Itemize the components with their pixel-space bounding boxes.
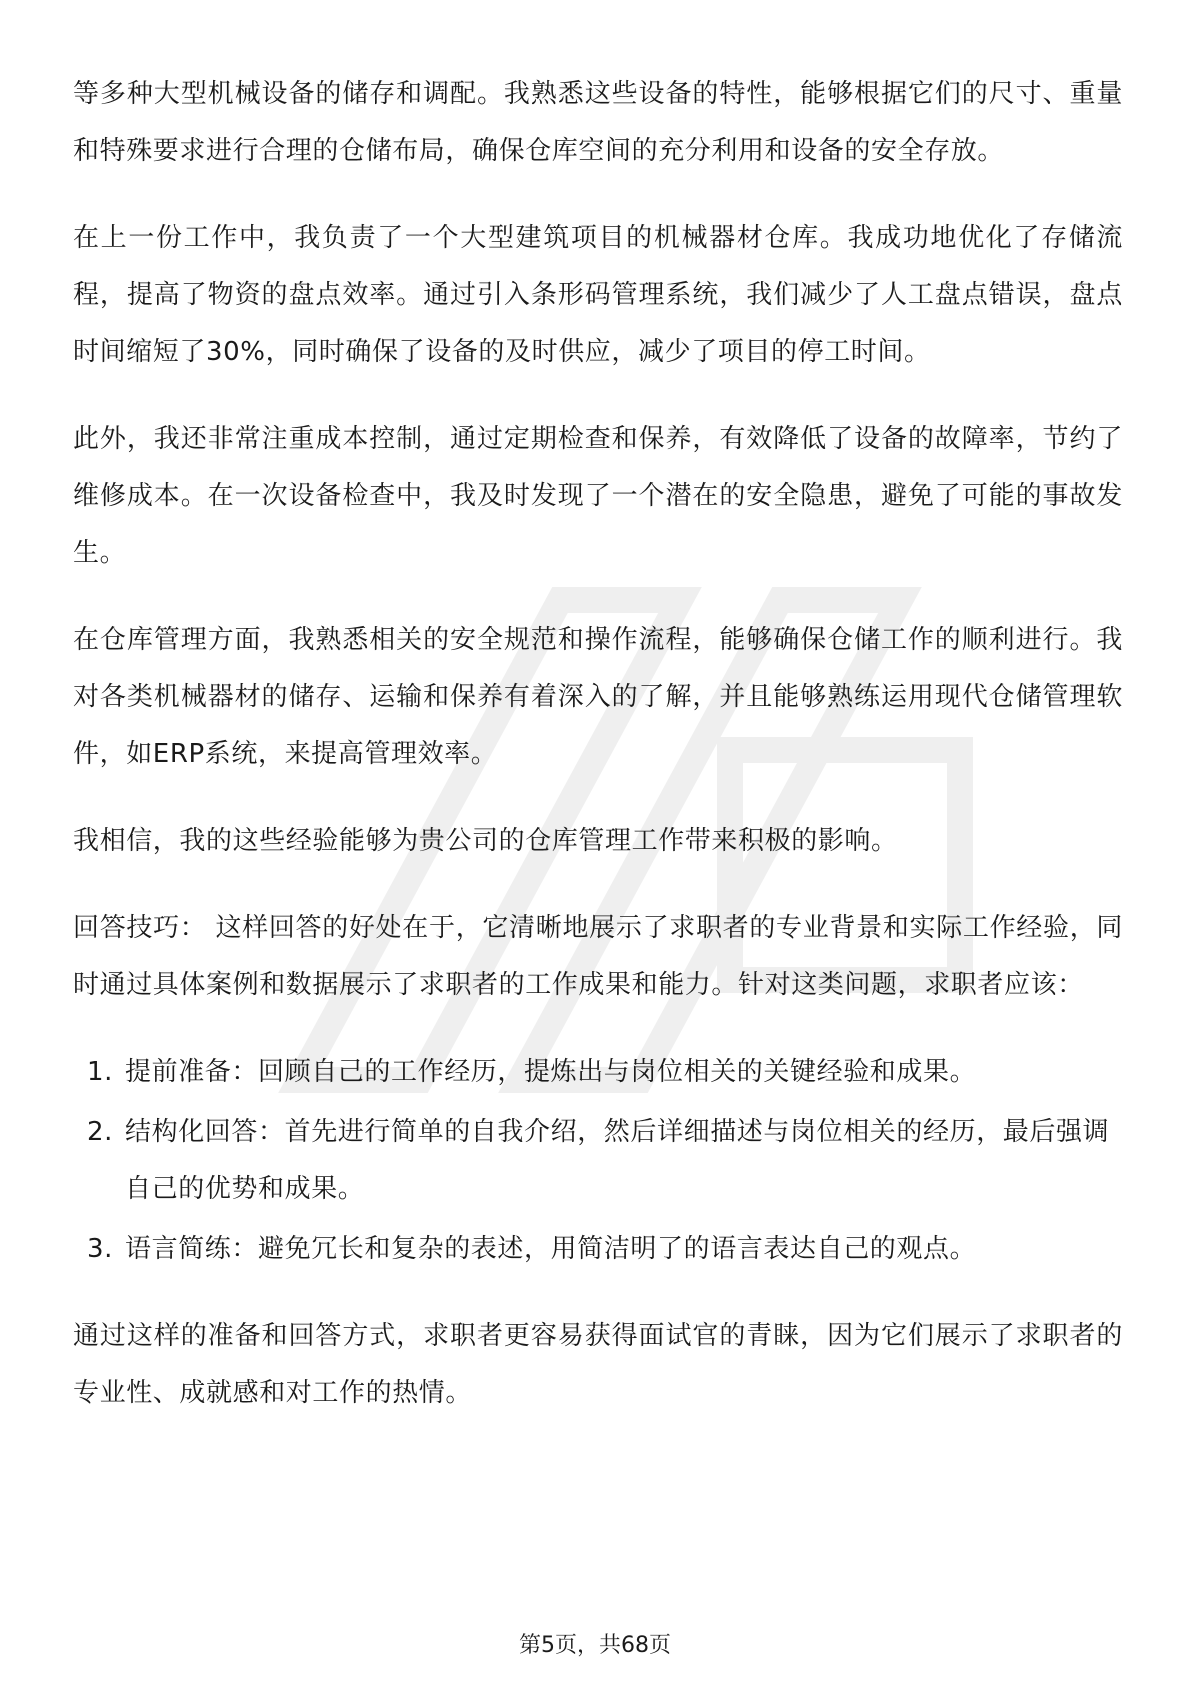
tips-list bbox=[73, 1044, 1123, 1278]
paragraph: 在仓库管理方面，我熟悉相关的安全规范和操作流程，能够确保仓储工作的顺利进行。我对各类机械器材的储存、运输和保养有着深入的了解，并且能够熟练运用现代仓储管理软件，如ERP系统，来提高管理效率。 bbox=[73, 625, 1123, 769]
paragraph: 此外，我还非常注重成本控制，通过定期检查和保养，有效降低了设备的故障率，节约了维修成本。在一次设备检查中，我及时发现了一个潜在的安全隐患，避免了可能的事故发生。 bbox=[73, 424, 1123, 568]
list-item-text: 提前准备：回顾自己的工作经历，提炼出与岗位相关的关键经验和成果。 bbox=[125, 1057, 977, 1087]
list-item bbox=[73, 1104, 1123, 1218]
paragraph: 我相信，我的这些经验能够为贵公司的仓库管理工作带来积极的影响。 bbox=[73, 826, 898, 856]
list-item bbox=[73, 1044, 1123, 1101]
document-body bbox=[73, 66, 1123, 1452]
list-number: 3. bbox=[87, 1234, 114, 1264]
paragraph: 在上一份工作中，我负责了一个大型建筑项目的机械器材仓库。我成功地优化了存储流程，提高了物资的盘点效率。通过引入条形码管理系统，我们减少了人工盘点错误，盘点时间缩短了30%，同时确保了设备的及时供应，减少了项目的停工时间。 bbox=[73, 223, 1123, 367]
list-number: 2. bbox=[87, 1117, 114, 1147]
list-item bbox=[73, 1221, 1123, 1278]
list-number: 1. bbox=[87, 1057, 114, 1087]
list-item-text: 结构化回答：首先进行简单的自我介绍，然后详细描述与岗位相关的经历，最后强调自己的优势和成果。 bbox=[125, 1117, 1110, 1204]
page-number-footer: 第5页，共68页 bbox=[519, 1633, 671, 1658]
closing-paragraph: 通过这样的准备和回答方式，求职者更容易获得面试官的青睐，因为它们展示了求职者的专业性、成就感和对工作的热情。 bbox=[73, 1321, 1123, 1408]
paragraph: 等多种大型机械设备的储存和调配。我熟悉这些设备的特性，能够根据它们的尺寸、重量和特殊要求进行合理的仓储布局，确保仓库空间的充分利用和设备的安全存放。 bbox=[73, 79, 1123, 166]
list-item-text: 语言简练：避免冗长和复杂的表述，用简洁明了的语言表达自己的观点。 bbox=[125, 1234, 977, 1264]
paragraph-answer-tips: 回答技巧： 这样回答的好处在于，它清晰地展示了求职者的专业背景和实际工作经验，同时通过具体案例和数据展示了求职者的工作成果和能力。针对这类问题，求职者应该： bbox=[73, 913, 1123, 1000]
